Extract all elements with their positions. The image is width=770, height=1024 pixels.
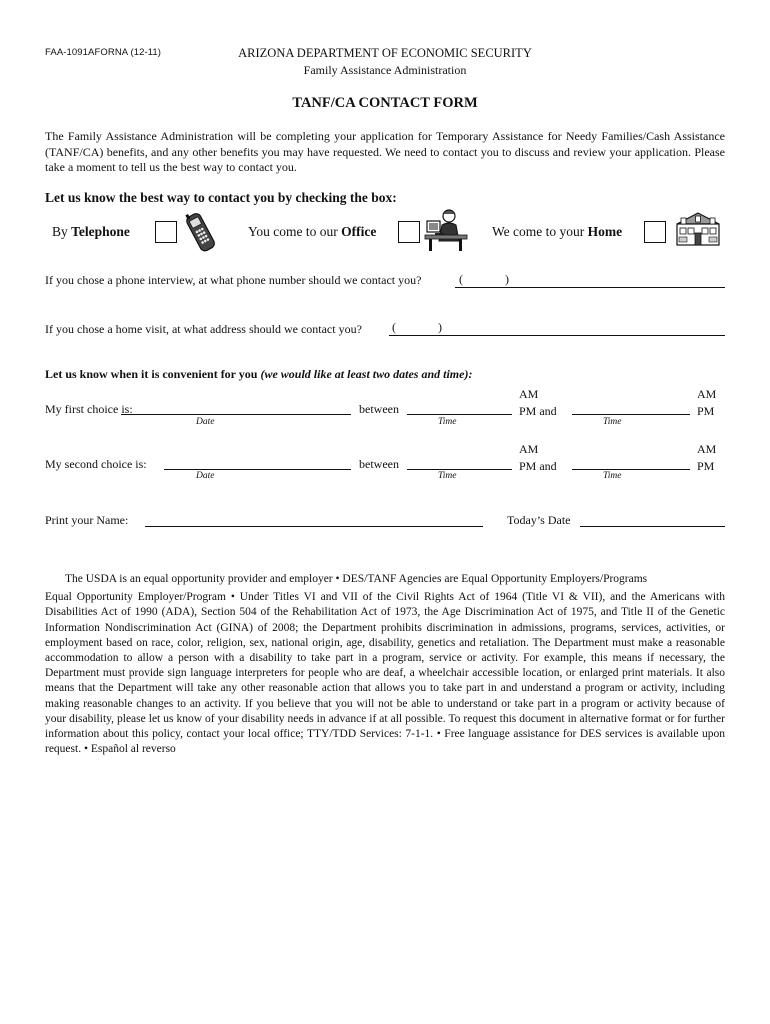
first-start-ampm: AM PM and	[519, 387, 557, 418]
first-between-label: between	[359, 402, 399, 416]
first-choice-date-field[interactable]	[121, 414, 351, 415]
notice-body: Equal Opportunity Employer/Program • Under Titles VI and VII of the Civil Rights Act of 1964 (Title VI & VII), and the Americans with Disabilities Act of 1990 (ADA), Section 504 of the Rehabilitation Act of 1973, the Age Discrimination Act of 1975, and Title II of the Genetic Information Nondiscrimination Act (GINA) of 2008; the Department prohibits discrimination in admissions, programs, services, activities, or employment based on race, color, religion, sex, national origin, age, disability, genetics and retaliation. The Department must make a reasonable accommodation to allow a person with a disability to take part in a program, service or activity. For example, this means if necessary, the Department must provide sign language interpreters for people who are deaf, a wheelchair accessible location, or enlarged print materials. It also means that the Department will take any other reasonable action that allows you to take part in and understand a program or activity, including making reasonable changes to an activity. If you believe that you will not be able to understand or take part in a program or activity because of your disability, please let us know of your disability needs in advance if at all possible. To request this document in alternative format or for further information about this policy, contact your local office; TTY/TDD Services: 7-1-1. • Free language assistance for DES services is available upon request. • Español al reverso	[45, 591, 725, 756]
first-end-ampm: AM PM	[697, 387, 717, 418]
form-number: FAA-1091AFORNA (12-11)	[45, 47, 162, 58]
address-open-paren: (	[392, 320, 396, 334]
second-end-ampm: AM PM	[697, 442, 717, 473]
print-name-field[interactable]	[145, 526, 483, 527]
notice-first-line: The USDA is an equal opportunity provider and employer • DES/TANF Agencies are Equal Opportunity Employers/Programs	[65, 573, 648, 585]
first-start-time-caption: Time	[438, 417, 457, 427]
home-address-field[interactable]	[389, 335, 725, 336]
office-checkbox[interactable]	[398, 221, 420, 243]
option-office-label: You come to our Office	[248, 224, 377, 239]
first-date-caption: Date	[196, 417, 215, 427]
second-choice-label: My second choice is:	[45, 457, 147, 471]
second-start-ampm: AM PM and	[519, 442, 557, 473]
address-close-paren: )	[438, 320, 442, 334]
address-question: If you chose a home visit, at what address should we contact you?	[45, 322, 362, 336]
second-start-time-caption: Time	[438, 471, 457, 481]
phone-area-open-paren: (	[459, 272, 463, 286]
agency-name: ARIZONA DEPARTMENT OF ECONOMIC SECURITY	[238, 46, 532, 60]
todays-date-label: Today’s Date	[507, 513, 571, 527]
option-telephone-label: By Telephone	[52, 224, 130, 239]
phone-question: If you chose a phone interview, at what phone number should we contact you?	[45, 273, 422, 287]
first-choice-label: My first choice is:	[45, 402, 133, 416]
nondiscrimination-notice	[45, 572, 725, 757]
second-between-label: between	[359, 457, 399, 471]
home-checkbox[interactable]	[644, 221, 666, 243]
intro-paragraph: The Family Assistance Administration will be completing your application for Temporary Assistance for Needy Families/Cash Assistance (TANF/CA) benefits, and any other benefits you may have requested. We need to contact you to discuss and review your application. Please take a moment to tell us the best way to contact you.	[45, 129, 725, 174]
telephone-checkbox[interactable]	[155, 221, 177, 243]
first-choice-start-time-field[interactable]	[407, 414, 512, 415]
phone-number-field[interactable]	[455, 287, 725, 288]
todays-date-field[interactable]	[580, 526, 725, 527]
first-choice-end-time-field[interactable]	[572, 414, 690, 415]
print-name-label: Print your Name:	[45, 513, 129, 527]
division-name: Family Assistance Administration	[303, 63, 467, 77]
second-date-caption: Date	[196, 471, 215, 481]
second-choice-date-field[interactable]	[164, 469, 351, 470]
telephone-icon	[183, 210, 219, 259]
contact-heading: Let us know the best way to contact you by checking the box:	[45, 190, 397, 205]
second-choice-end-time-field[interactable]	[572, 469, 690, 470]
office-worker-icon	[423, 207, 469, 258]
phone-area-close-paren: )	[505, 272, 509, 286]
schedule-heading: Let us know when it is convenient for you (we would like at least two dates and time):	[45, 367, 473, 381]
option-home-label: We come to your Home	[492, 224, 623, 239]
first-end-time-caption: Time	[603, 417, 622, 427]
second-end-time-caption: Time	[603, 471, 622, 481]
second-choice-start-time-field[interactable]	[407, 469, 512, 470]
form-title: TANF/CA CONTACT FORM	[292, 95, 478, 111]
house-icon	[671, 211, 725, 252]
